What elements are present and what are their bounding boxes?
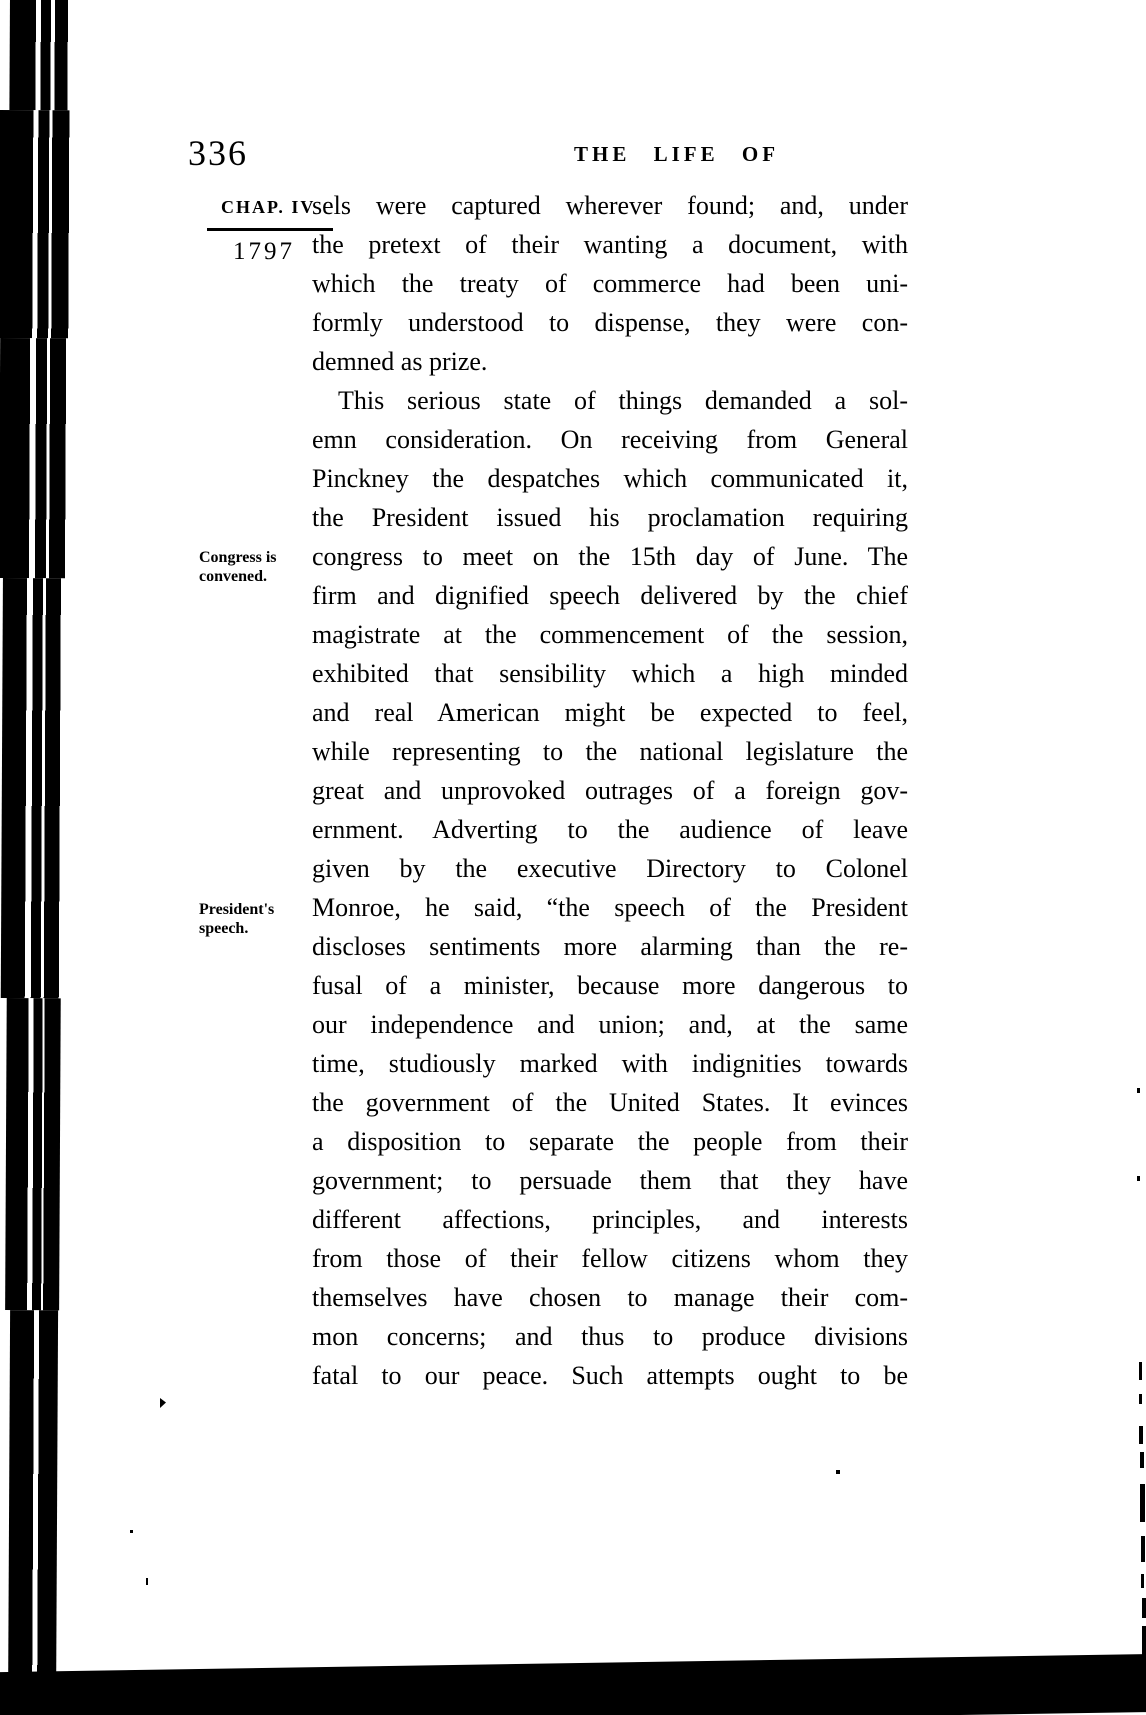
body-line: a disposition to separate the people from their bbox=[312, 1127, 908, 1156]
body-line: discloses sentiments more alarming than the re- bbox=[312, 932, 908, 961]
ink-speck bbox=[836, 1470, 840, 1474]
running-header: THE LIFE OF bbox=[574, 142, 780, 166]
margin-year: 1797 bbox=[233, 238, 295, 265]
body-line: which the treaty of commerce had been uni- bbox=[312, 269, 908, 298]
margin-note-line: speech. bbox=[199, 920, 249, 937]
binding-segment bbox=[0, 338, 72, 578]
scan-edge-mark bbox=[1141, 1574, 1144, 1588]
body-line: emn consideration. On receiving from General bbox=[312, 425, 908, 454]
scan-edge-mark bbox=[1139, 1362, 1142, 1380]
body-line: demned as prize. bbox=[312, 347, 488, 376]
margin-note-line: Congress is bbox=[199, 549, 277, 566]
binding-segment bbox=[8, 1310, 58, 1715]
binding-edge-artifact bbox=[0, 0, 110, 1715]
body-line: congress to meet on the 15th day of June. The bbox=[312, 542, 908, 571]
body-line: Monroe, he said, “the speech of the President bbox=[312, 893, 908, 922]
body-line: exhibited that sensibility which a high minded bbox=[312, 659, 908, 688]
page-number: 336 bbox=[188, 133, 248, 173]
body-line: different affections, principles, and interests bbox=[312, 1205, 908, 1234]
body-text bbox=[312, 186, 908, 1395]
margin-note-congress bbox=[199, 548, 309, 586]
binding-segment bbox=[9, 0, 76, 110]
body-line: fusal of a minister, because more dangerous to bbox=[312, 971, 908, 1000]
scan-edge-mark bbox=[1140, 1452, 1144, 1468]
body-line: the President issued his proclamation requiring bbox=[312, 503, 908, 532]
body-line: the government of the United States. It evinces bbox=[312, 1088, 908, 1117]
chapter-label: CHAP. IV bbox=[221, 197, 316, 217]
ink-speck bbox=[146, 1578, 148, 1585]
scan-edge-mark bbox=[1140, 1484, 1145, 1522]
scan-bottom-bar-artifact bbox=[0, 1654, 1146, 1715]
margin-note-line: President's bbox=[199, 901, 275, 918]
margin-note-presidents-speech bbox=[199, 900, 309, 938]
binding-segment bbox=[0, 110, 75, 338]
body-line: This serious state of things demanded a sol- bbox=[338, 386, 908, 415]
body-line: from those of their fellow citizens whom they bbox=[312, 1244, 908, 1273]
binding-segment bbox=[1, 578, 65, 998]
body-line: firm and dignified speech delivered by the chief bbox=[312, 581, 908, 610]
body-line: time, studiously marked with indignities towards bbox=[312, 1049, 908, 1078]
ink-speck bbox=[130, 1530, 133, 1533]
ink-speck bbox=[160, 1398, 166, 1408]
scan-edge-mark bbox=[1142, 1598, 1146, 1618]
scan-edge-mark bbox=[1139, 1394, 1142, 1404]
body-line: given by the executive Directory to Colonel bbox=[312, 854, 908, 883]
body-line: mon concerns; and thus to produce divisions bbox=[312, 1322, 908, 1351]
body-line: Pinckney the despatches which communicated it, bbox=[312, 464, 908, 493]
binding-segment bbox=[5, 998, 61, 1310]
body-line: formly understood to dispense, they were con- bbox=[312, 308, 908, 337]
body-line: our independence and union; and, at the same bbox=[312, 1010, 908, 1039]
scan-edge-mark bbox=[1141, 1536, 1145, 1562]
scan-edge-mark bbox=[1137, 1176, 1140, 1181]
body-line: themselves have chosen to manage their com- bbox=[312, 1283, 908, 1312]
body-line: great and unprovoked outrages of a foreign gov- bbox=[312, 776, 908, 805]
body-line: fatal to our peace. Such attempts ought to be bbox=[312, 1361, 908, 1390]
body-line: ernment. Adverting to the audience of leave bbox=[312, 815, 908, 844]
body-line: government; to persuade them that they have bbox=[312, 1166, 908, 1195]
body-line: sels were captured wherever found; and, under bbox=[312, 191, 908, 220]
margin-note-line: convened. bbox=[199, 568, 267, 585]
body-line: the pretext of their wanting a document, with bbox=[312, 230, 908, 259]
body-line: while representing to the national legislature the bbox=[312, 737, 908, 766]
scan-edge-mark bbox=[1139, 1426, 1143, 1444]
scan-edge-mark bbox=[1137, 1088, 1140, 1093]
scan-edge-mark bbox=[1142, 1626, 1146, 1656]
body-line: and real American might be expected to feel, bbox=[312, 698, 908, 727]
body-line: magistrate at the commencement of the session, bbox=[312, 620, 908, 649]
